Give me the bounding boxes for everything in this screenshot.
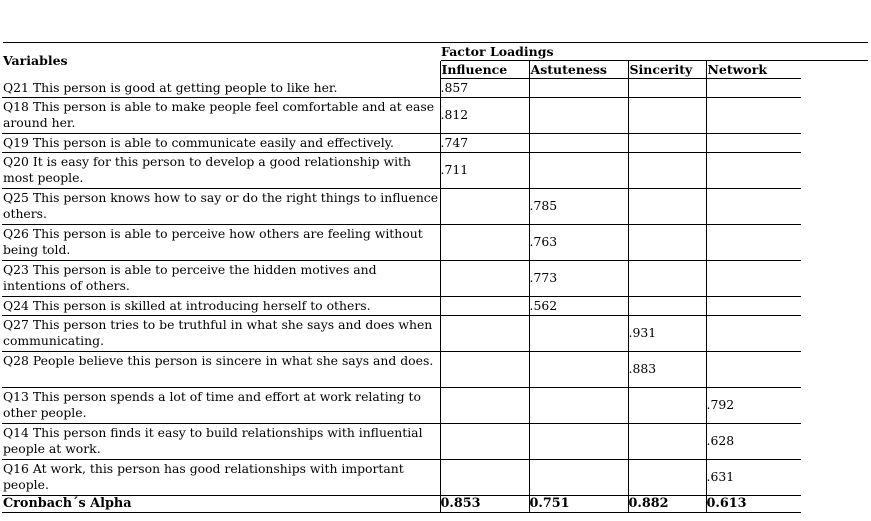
row-label: Q23 This person is able to perceive the hidden motives and intentions of others. (2, 260, 440, 296)
row-label: Q14 This person finds it easy to build relationships with influential people at work. (2, 423, 440, 459)
loading-network (706, 188, 801, 224)
loading-influence: .812 (440, 97, 529, 133)
loading-astuteness: .763 (529, 224, 628, 260)
row-label: Q18 This person is able to make people feel comfortable and at ease around her. (2, 97, 440, 133)
row-label: Q16 At work, this person has good relationships with important people. (2, 459, 440, 495)
column-header-sincerity: Sincerity (628, 61, 706, 79)
loading-influence (440, 224, 529, 260)
loading-astuteness: .785 (529, 188, 628, 224)
table-row (2, 387, 801, 423)
table-row (2, 315, 801, 351)
factor-loadings-header: Factor Loadings (441, 44, 554, 59)
table-row (2, 224, 801, 260)
loading-sincerity (628, 79, 706, 98)
loading-influence: .747 (440, 133, 529, 152)
table-row (2, 152, 801, 188)
loading-network (706, 133, 801, 152)
loading-sincerity (628, 152, 706, 188)
loading-network (706, 152, 801, 188)
loading-network: .631 (706, 459, 801, 495)
loading-sincerity (628, 296, 706, 315)
loading-astuteness: .562 (529, 296, 628, 315)
loading-network (706, 296, 801, 315)
row-label: Q26 This person is able to perceive how others are feeling without being told. (2, 224, 440, 260)
loading-astuteness (529, 387, 628, 423)
alpha-network: 0.613 (706, 495, 801, 512)
loading-astuteness (529, 152, 628, 188)
loading-sincerity (628, 260, 706, 296)
row-label: Q13 This person spends a lot of time and effort at work relating to other people. (2, 387, 440, 423)
loading-influence (440, 260, 529, 296)
table-row (2, 79, 801, 98)
loading-influence (440, 296, 529, 315)
loading-sincerity: .931 (628, 315, 706, 351)
table-row (2, 97, 801, 133)
table-row (2, 260, 801, 296)
loading-network (706, 315, 801, 351)
loading-sincerity (628, 459, 706, 495)
loading-astuteness (529, 97, 628, 133)
loading-sincerity (628, 133, 706, 152)
row-label: Q20 It is easy for this person to develop a good relationship with most people. (2, 152, 440, 188)
loading-network: .792 (706, 387, 801, 423)
column-header-influence: Influence (440, 61, 529, 79)
loading-sincerity (628, 387, 706, 423)
loading-influence (440, 351, 529, 387)
loading-astuteness (529, 423, 628, 459)
loading-astuteness (529, 315, 628, 351)
loading-astuteness (529, 351, 628, 387)
loading-influence (440, 423, 529, 459)
loading-network (706, 351, 801, 387)
loading-sincerity (628, 97, 706, 133)
loading-sincerity: .883 (628, 351, 706, 387)
alpha-influence: 0.853 (440, 495, 529, 512)
loading-sincerity (628, 224, 706, 260)
loading-influence: .857 (440, 79, 529, 98)
loading-sincerity (628, 188, 706, 224)
loading-network (706, 79, 801, 98)
loading-network (706, 260, 801, 296)
alpha-astuteness: 0.751 (529, 495, 628, 512)
cronbach-alpha-row (2, 495, 801, 512)
loading-influence (440, 315, 529, 351)
table-row (2, 351, 801, 387)
loading-astuteness (529, 459, 628, 495)
cronbach-alpha-label: Cronbach´s Alpha (2, 495, 440, 512)
loading-astuteness (529, 133, 628, 152)
column-header-row (2, 61, 801, 79)
table-row (2, 133, 801, 152)
loading-sincerity (628, 423, 706, 459)
row-label: Q21 This person is good at getting people to like her. (2, 79, 440, 98)
loading-network: .628 (706, 423, 801, 459)
column-header-network: Network (706, 61, 801, 79)
row-label: Q27 This person tries to be truthful in what she says and does when communicating. (2, 315, 440, 351)
table-row (2, 188, 801, 224)
alpha-sincerity: 0.882 (628, 495, 706, 512)
column-header-astuteness: Astuteness (529, 61, 628, 79)
row-label: Q28 People believe this person is sincere in what she says and does. (2, 351, 440, 387)
loading-astuteness (529, 79, 628, 98)
row-label: Q25 This person knows how to say or do the right things to influence others. (2, 188, 440, 224)
loading-influence (440, 387, 529, 423)
table-row (2, 459, 801, 495)
loading-astuteness: .773 (529, 260, 628, 296)
row-label: Q19 This person is able to communicate easily and effectively. (2, 133, 440, 152)
variables-header: Variables (3, 53, 68, 68)
loading-network (706, 224, 801, 260)
loading-network (706, 97, 801, 133)
variables-column-header (2, 61, 440, 79)
loading-influence: .711 (440, 152, 529, 188)
table-row (2, 423, 801, 459)
loading-influence (440, 188, 529, 224)
loading-influence (440, 459, 529, 495)
top-rule (3, 42, 868, 43)
loadings-table (2, 61, 801, 513)
row-label: Q24 This person is skilled at introducing herself to others. (2, 296, 440, 315)
table-row (2, 296, 801, 315)
